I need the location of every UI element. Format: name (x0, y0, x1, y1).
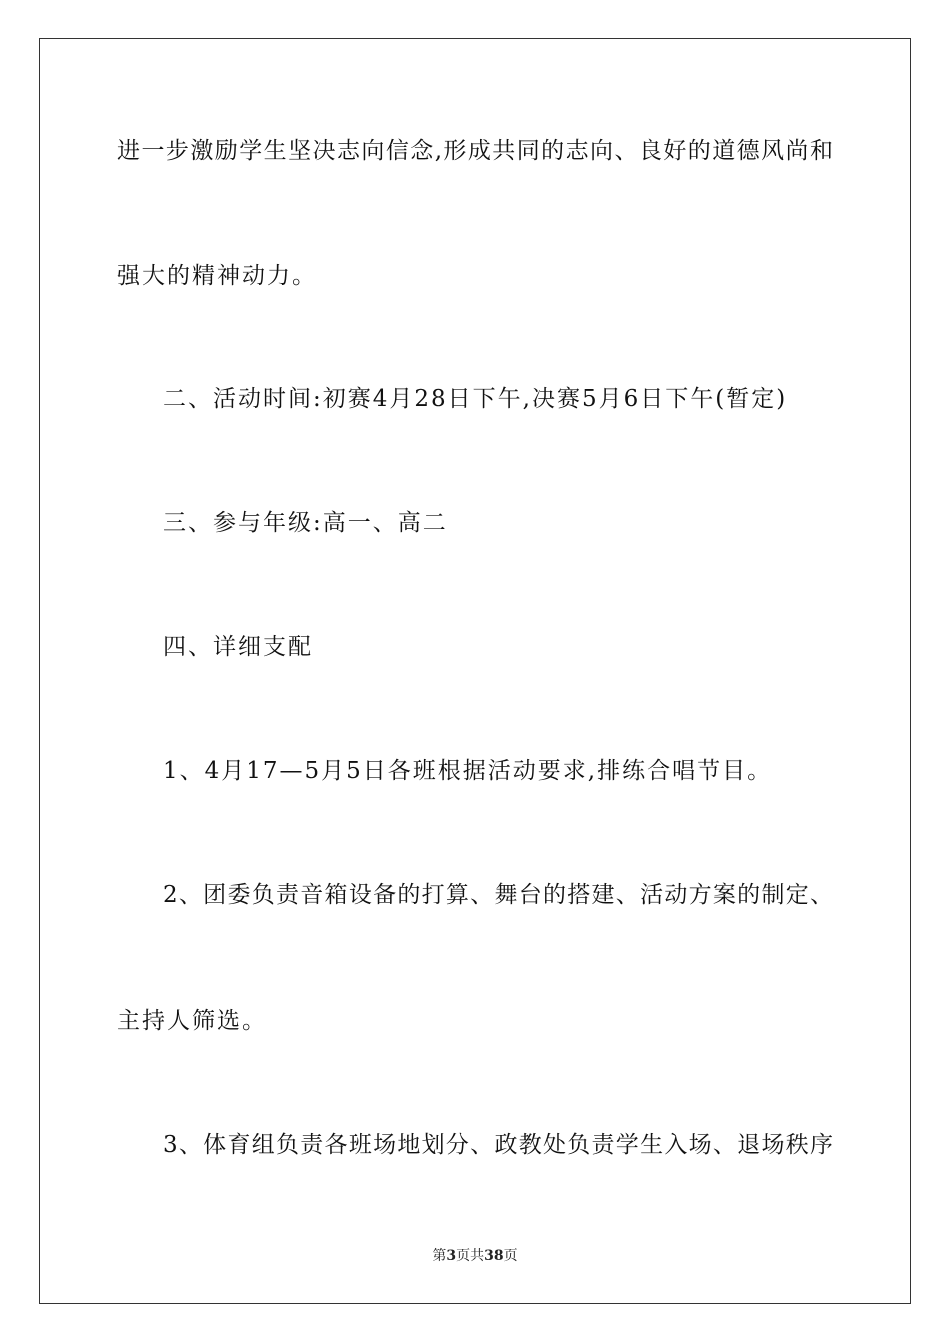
item-two-line-1: 2、团委负责音箱设备的打算、舞台的搭建、活动方案的制定、 (163, 882, 833, 908)
paragraph-line-1: 进一步激励学生坚决志向信念,形成共同的志向、良好的道德风尚和 (117, 138, 833, 164)
section-two-activity-time: 二、活动时间:初赛4月28日下午,决赛5月6日下午(暂定) (163, 386, 788, 412)
item-two-line-2: 主持人筛选。 (117, 1008, 267, 1034)
item-three-line-1: 3、体育组负责各班场地划分、政教处负责学生入场、退场秩序 (163, 1132, 833, 1158)
footer-page-prefix: 第 (432, 1248, 447, 1264)
footer-total-suffix: 页 (503, 1248, 518, 1264)
footer-page-suffix: 页 (456, 1248, 471, 1264)
page-frame (39, 38, 911, 1304)
paragraph-line-2: 强大的精神动力。 (117, 263, 317, 289)
item-one: 1、4月17—5月5日各班根据活动要求,排练合唱节目。 (163, 758, 773, 784)
page-footer (0, 1247, 950, 1265)
section-three-grades: 三、参与年级:高一、高二 (163, 510, 448, 536)
footer-total-prefix: 共 (470, 1248, 485, 1264)
footer-total-pages: 38 (484, 1248, 504, 1264)
footer-page-number: 3 (446, 1248, 457, 1264)
section-four-heading: 四、详细支配 (163, 634, 313, 660)
